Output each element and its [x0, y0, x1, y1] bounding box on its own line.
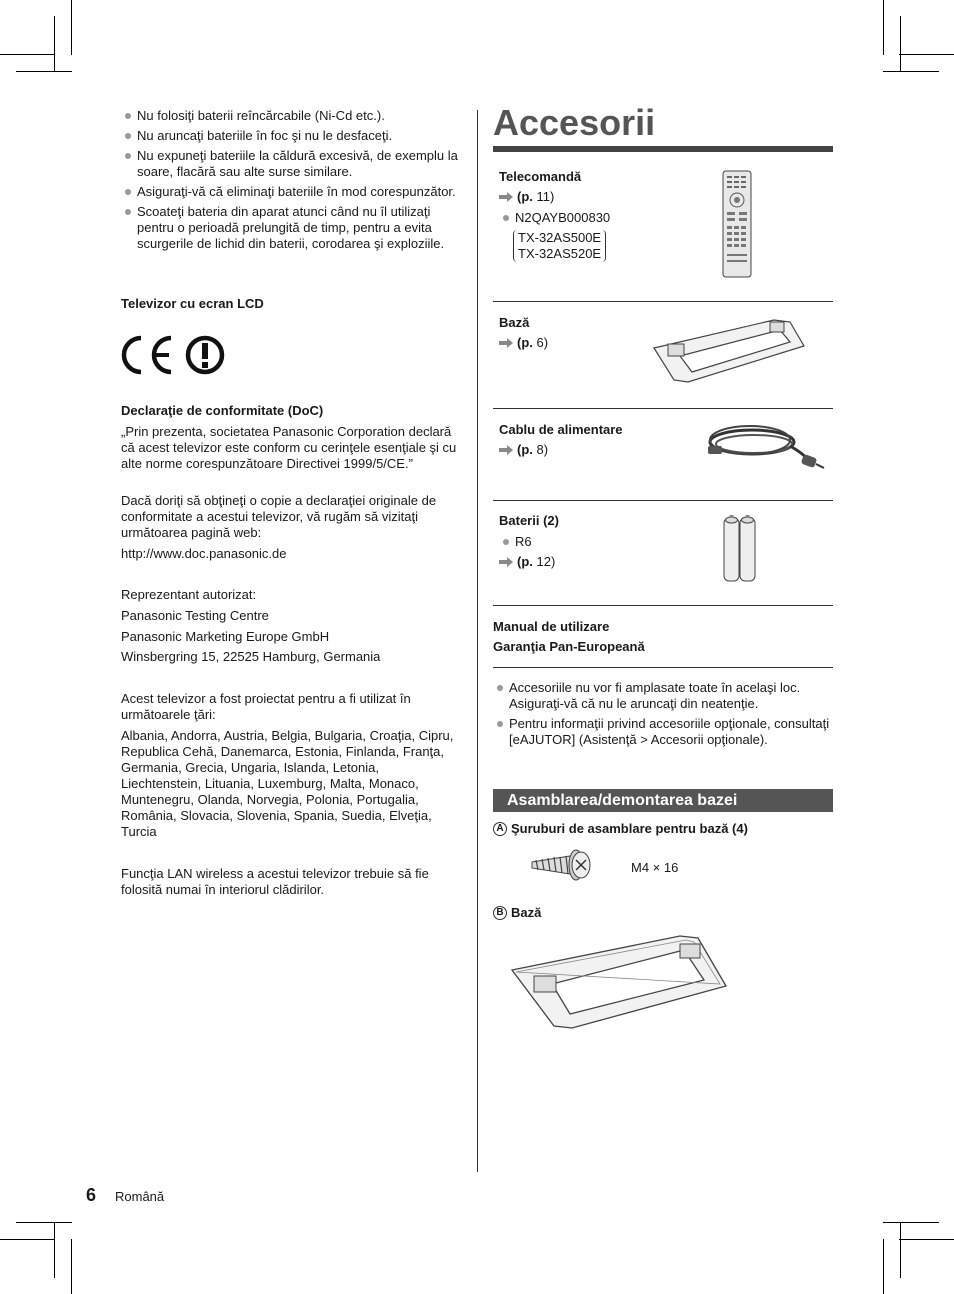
rep-line: Panasonic Marketing Europe GmbH	[121, 629, 330, 644]
crop-mark	[900, 16, 901, 72]
stand-page-ref[interactable]	[499, 335, 548, 351]
ref-prefix: (p.	[517, 442, 533, 457]
countries-list: Albania, Andorra, Austria, Belgia, Bulgaria, Croaţia, Cipru, Republica Cehă, Danemarca, Estonia, Finlanda, Franţa, Germania, Grecia, Ungaria, Islanda, Letonia, Liechtenstein, Lituania, Luxemburg, Malta, Monaco, Muntenegru, Olanda, Norvegia, Polonia, Portugalia, România, Slovacia, Slovenia, Spania, Suedia, Elveţia, Turcia	[121, 728, 454, 839]
divider	[493, 408, 833, 409]
arrow-right-icon	[499, 445, 513, 455]
lcd-heading: Televizor cu ecran LCD	[121, 296, 264, 311]
ref-number: 12)	[532, 554, 556, 569]
list-item: Accesoriile nu vor fi amplasate toate în acelaşi loc. Asiguraţi-vă că nu le aruncaţi din neatenţie.	[493, 680, 831, 712]
letter-a-badge: A	[493, 822, 507, 836]
stand-label: Bază	[499, 315, 530, 330]
remote-label: Telecomandă	[499, 169, 582, 184]
divider	[493, 500, 833, 501]
crop-mark	[883, 71, 939, 72]
crop-mark	[899, 54, 954, 55]
arrow-right-icon	[499, 557, 513, 567]
doc-paragraph: Dacă doriţi să obţineţi o copie a declaraţiei originale de conformitate a acestui televizor, vă rugăm să vizitaţi următoarea pagină web:	[121, 493, 437, 540]
battery-warnings-list	[121, 108, 461, 256]
manual-label: Manual de utilizare	[493, 619, 610, 634]
rep-line: Panasonic Testing Centre	[121, 608, 269, 623]
screw-size: M4 × 16	[631, 860, 679, 875]
crop-mark	[883, 1239, 884, 1294]
bullet-icon	[503, 215, 509, 221]
compatible-tv-models	[513, 230, 606, 262]
doc-paragraph: „Prin prezenta, societatea Panasonic Corporation declară că acest televizor este conform cu cerinţele esenţiale şi cu alte norme corespunzătoare Directivei 1999/5/CE.”	[121, 424, 457, 471]
power-cable-page-ref[interactable]	[499, 442, 548, 458]
base-caption	[493, 905, 541, 921]
ref-prefix: (p.	[517, 335, 533, 350]
remote-model-text: N2QAYB000830	[515, 210, 611, 225]
batteries-illustration	[722, 514, 758, 589]
countries-intro: Acest televizor a fost proiectat pentru a fi utilizat în următoarele ţări:	[121, 691, 411, 722]
crop-mark	[899, 1239, 954, 1240]
base-illustration	[508, 934, 730, 1035]
list-item: Nu folosiţi baterii reîncărcabile (Ni-Cd etc.).	[121, 108, 461, 124]
crop-mark	[900, 1222, 901, 1278]
base-label: Bază	[511, 905, 542, 920]
remote-model	[499, 210, 610, 226]
crop-mark	[0, 54, 55, 55]
page-number: 6	[86, 1185, 97, 1205]
list-item: Asiguraţi-vă că eliminaţi bateriile în mod corespunzător.	[121, 184, 461, 200]
list-item: Nu expuneţi bateriile la căldură excesivă, de exemplu la soare, flacără sau alte surse similare.	[121, 148, 461, 180]
screw-icon	[530, 848, 592, 889]
assembly-section-title: Asamblarea/demontarea bazei	[507, 792, 738, 809]
rep-line: Winsbergring 15, 22525 Hamburg, Germania	[121, 649, 381, 664]
crop-mark	[54, 16, 55, 72]
power-cable-label: Cablu de alimentare	[499, 422, 623, 437]
crop-mark	[54, 1222, 55, 1278]
crop-mark	[883, 0, 884, 55]
tv-model: TX-32AS500E	[518, 230, 602, 245]
divider	[493, 667, 833, 668]
stand-illustration	[650, 316, 812, 391]
battery-type-text: R6	[515, 534, 532, 549]
bullet-icon	[503, 539, 509, 545]
crop-mark	[0, 1239, 55, 1240]
divider	[493, 301, 833, 302]
screws-label: Şuruburi de asamblare pentru bază (4)	[511, 821, 748, 836]
divider	[493, 605, 833, 606]
ref-number: 11)	[532, 189, 555, 204]
letter-b-badge: B	[493, 906, 507, 920]
ref-prefix: (p.	[517, 189, 533, 204]
battery-type	[499, 534, 532, 550]
remote-page-ref[interactable]	[499, 189, 554, 205]
ref-number: 8)	[532, 442, 549, 457]
warranty-label: Garanţia Pan-Europeană	[493, 639, 645, 654]
screws-caption	[493, 821, 748, 837]
lan-note: Funcţia LAN wireless a acestui televizor trebuie să fie folosită numai în interiorul clădirilor.	[121, 866, 429, 897]
ref-prefix: (p.	[517, 554, 533, 569]
column-divider	[477, 110, 478, 1172]
doc-heading: Declaraţie de conformitate (DoC)	[121, 403, 324, 418]
crop-mark	[883, 1222, 939, 1223]
doc-url-link[interactable]: http://www.doc.panasonic.de	[121, 546, 287, 561]
crop-mark	[16, 1222, 72, 1223]
page-title: Accesorii	[493, 102, 656, 143]
batteries-page-ref[interactable]	[499, 554, 555, 570]
list-item: Scoateţi bateria din aparat atunci când nu îl utilizaţi pentru o perioadă prelungită de timp, pentru a evita scurgerile de lichid din baterii, corodarea şi exploziile.	[121, 204, 461, 252]
batteries-label: Baterii (2)	[499, 513, 559, 528]
list-item: Nu aruncaţi bateriile în foc şi nu le desfaceţi.	[121, 128, 461, 144]
rep-label: Reprezentant autorizat:	[121, 587, 257, 602]
ce-mark-icon	[119, 334, 229, 381]
ref-number: 6)	[532, 335, 549, 350]
crop-mark	[71, 0, 72, 55]
crop-mark	[16, 71, 72, 72]
tv-model: TX-32AS520E	[518, 246, 602, 261]
arrow-right-icon	[499, 338, 513, 348]
power-cable-illustration	[704, 420, 828, 481]
crop-mark	[71, 1239, 72, 1294]
accessories-notes	[493, 680, 831, 752]
assembly-section-bar	[493, 789, 833, 812]
arrow-right-icon	[499, 192, 513, 202]
remote-control-illustration	[722, 170, 752, 283]
title-rule	[493, 146, 833, 152]
language-label: Română	[115, 1189, 165, 1204]
list-item: Pentru informaţii privind accesoriile opţionale, consultaţi [eAJUTOR] (Asistenţă > Accesorii opţionale).	[493, 716, 831, 748]
